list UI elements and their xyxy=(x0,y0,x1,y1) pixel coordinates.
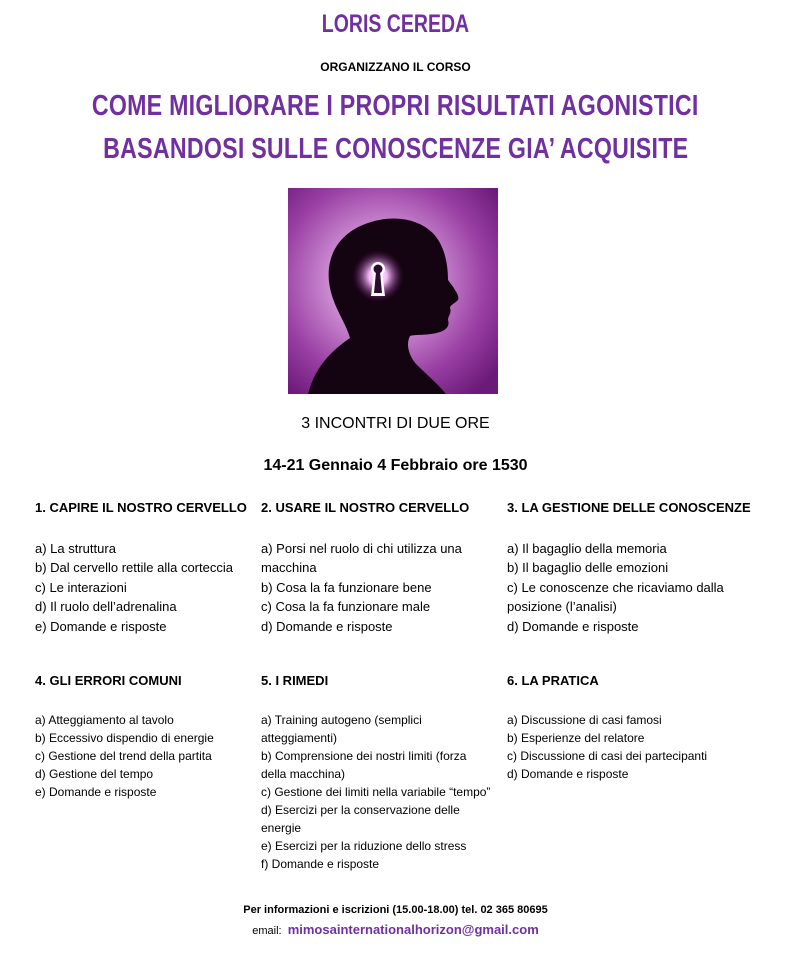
list-item: b) Comprensione dei nostri limiti (forza della macchina) xyxy=(261,749,467,781)
section-4 xyxy=(35,672,255,801)
list-item: b) Eccessivo dispendio di energie xyxy=(35,731,214,745)
list-item: c) Le interazioni xyxy=(35,579,127,595)
list-item: d) Gestione del tempo xyxy=(35,767,154,781)
list-item: c) Gestione del trend della partita xyxy=(35,749,212,763)
contact-info: Per informazioni e iscrizioni (15.00-18.00) tel. 02 365 80695 xyxy=(243,904,548,916)
section-2 xyxy=(261,498,496,636)
email-link[interactable]: mimosainternationalhorizon@gmail.com xyxy=(287,922,539,937)
section-5 xyxy=(261,672,493,873)
list-item: e) Domande e risposte xyxy=(35,618,167,634)
section-title: 1. CAPIRE IL NOSTRO CERVELLO xyxy=(35,500,247,515)
list-item: d) Domande e risposte xyxy=(507,767,629,781)
email-label: email: xyxy=(252,925,282,937)
list-item: c) Cosa la fa funzionare male xyxy=(261,599,431,614)
organizer-subtitle: ORGANIZZANO IL CORSO xyxy=(320,60,471,74)
list-item: b) Cosa la fa funzionare bene xyxy=(261,579,432,595)
list-item: a) Discussione di casi famosi xyxy=(507,713,662,727)
section-title: 4. GLI ERRORI COMUNI xyxy=(35,673,182,688)
list-item: a) Atteggiamento al tavolo xyxy=(35,713,174,727)
section-6 xyxy=(507,672,767,783)
list-item: b) Esperienze del relatore xyxy=(507,731,645,745)
list-item: e) Esercizi per la riduzione dello stress xyxy=(261,839,467,853)
list-item: e) Domande e risposte xyxy=(35,785,157,799)
email-line xyxy=(0,922,791,937)
section-1 xyxy=(35,498,255,636)
list-item: c) Le conoscenze che ricaviamo dalla posizione (l’analisi) xyxy=(507,579,724,614)
section-title: 3. LA GESTIONE DELLE CONOSCENZE xyxy=(507,500,751,515)
list-item: a) Il bagaglio della memoria xyxy=(507,540,667,556)
list-item: b) Il bagaglio delle emozioni xyxy=(507,560,669,575)
section-3 xyxy=(507,498,767,636)
list-item: f) Domande e risposte xyxy=(261,857,380,871)
course-dates: 14-21 Gennaio 4 Febbraio ore 1530 xyxy=(263,457,528,474)
section-title: 5. I RIMEDI xyxy=(261,673,329,688)
list-item: a) Porsi nel ruolo di chi utilizza una macchina xyxy=(261,540,462,575)
list-item: d) Il ruolo dell’adrenalina xyxy=(35,599,177,614)
course-title-line1: COME MIGLIORARE I PROPRI RISULTATI AGONISTICI xyxy=(92,90,699,122)
list-item: d) Domande e risposte xyxy=(507,618,639,634)
list-item: c) Gestione dei limiti nella variabile “tempo” xyxy=(261,785,491,799)
head-silhouette-keyhole-icon xyxy=(288,188,498,394)
list-item: b) Dal cervello rettile alla corteccia xyxy=(35,560,233,575)
section-title: 6. LA PRATICA xyxy=(507,673,599,688)
list-item: a) La struttura xyxy=(35,540,116,556)
list-item: d) Domande e risposte xyxy=(261,618,393,634)
organizer-name: LORIS CEREDA xyxy=(321,10,470,38)
list-item: d) Esercizi per la conservazione delle energie xyxy=(261,803,460,835)
section-title: 2. USARE IL NOSTRO CERVELLO xyxy=(261,500,470,515)
meetings-info: 3 INCONTRI DI DUE ORE xyxy=(301,415,490,432)
list-item: a) Training autogeno (semplici atteggiamenti) xyxy=(261,713,422,745)
list-item: c) Discussione di casi dei partecipanti xyxy=(507,749,708,763)
course-title-line2: BASANDOSI SULLE CONOSCENZE GIA’ ACQUISITE xyxy=(102,133,689,165)
